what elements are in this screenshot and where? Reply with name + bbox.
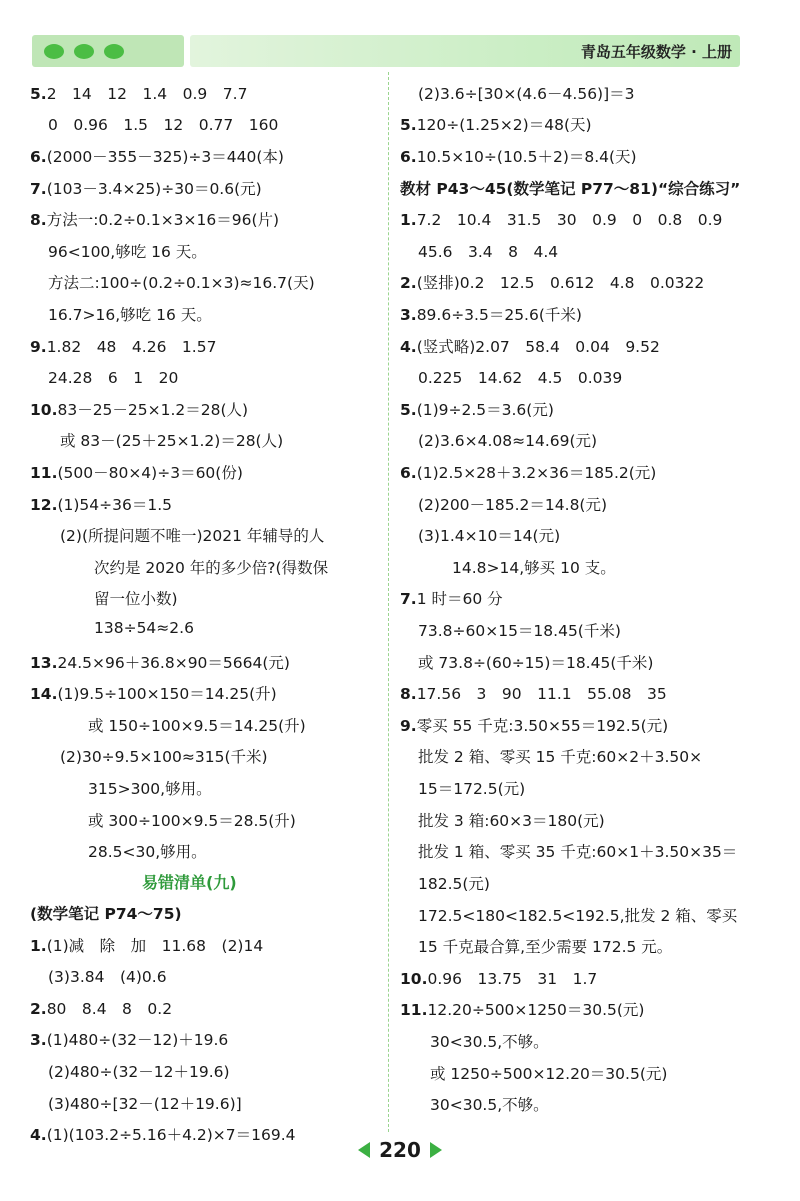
answer-line [48,366,178,388]
question-number: 10. [400,970,428,988]
answer-text: 14.8>14,够买 10 支。 [452,559,616,577]
question-number: 3. [30,1031,47,1049]
page-number: 220 [379,1138,421,1162]
answer-text: (3)480÷[32－(12＋19.6)] [48,1095,242,1113]
answer-line [88,809,296,831]
answer-line [400,113,592,135]
answer-line [94,587,178,609]
answer-line [430,1030,549,1052]
answer-text: (1)480÷(32－12)＋19.6 [46,1031,229,1049]
question-number: 4. [30,1126,47,1144]
question-number: 7. [30,180,47,198]
answer-line [418,872,490,894]
answer-text: 或 150÷100×9.5＝14.25(升) [88,717,306,735]
answer-line [418,745,702,767]
answer-text: 15＝172.5(元) [418,780,526,798]
answer-text: 89.6÷3.5＝25.6(千米) [416,306,582,324]
header-bar [190,35,740,67]
answer-text: 24.28 6 1 20 [48,369,179,387]
answer-line [60,524,324,546]
answer-text: 批发 2 箱、零买 15 千克:60×2＋3.50× [418,748,703,766]
answer-line [418,429,597,451]
answer-text: 批发 3 箱:60×3＝180(元) [418,812,605,830]
question-number: 11. [30,464,58,482]
question-number: 4. [400,338,417,356]
answer-text: (2)200－185.2＝14.8(元) [418,496,608,514]
answer-text: (2)3.6÷[30×(4.6－4.56)]＝3 [418,85,635,103]
answer-text: (1)(103.2÷5.16＋4.2)×7＝169.4 [46,1126,296,1144]
answer-text: 方法二:100÷(0.2÷0.1×3)≈16.7(天) [48,274,315,292]
answer-line [400,967,597,989]
answer-text: 留一位小数) [94,590,178,608]
answer-text: (2)(所提问题不唯一)2021 年辅导的人 [60,527,325,545]
answer-text: (竖排)0.2 12.5 0.612 4.8 0.0322 [416,274,705,292]
header-dots-box [32,35,184,67]
answer-text: 120÷(1.25×2)＝48(天) [416,116,592,134]
question-number: 2. [400,274,417,292]
answer-line [48,965,167,987]
answer-line [30,997,172,1019]
answer-text: 315>300,够用。 [88,780,212,798]
question-number: 10. [30,401,58,419]
question-number: 8. [400,685,417,703]
answer-text: 30<30.5,不够。 [430,1033,549,1051]
answer-line [400,177,740,199]
answer-line [94,619,194,637]
answer-line [400,587,503,609]
answer-text: 1 时＝60 分 [416,590,503,608]
answer-line [48,1092,242,1114]
answer-text: 或 73.8÷(60÷15)＝18.45(千米) [418,654,654,672]
answer-text: (2000－355－325)÷3＝440(本) [46,148,284,166]
answer-line [30,145,284,167]
arrow-left-icon [358,1142,370,1158]
answer-text: 80 8.4 8 0.2 [46,1000,173,1018]
answer-text: (数学笔记 P74～75) [30,905,182,923]
answer-text: 10.5×10÷(10.5＋2)＝8.4(天) [416,148,637,166]
answer-line [418,240,558,262]
header-dot-icon [104,44,124,59]
answer-line [400,998,644,1020]
answer-text: 7.2 10.4 31.5 30 0.9 0 0.8 0.9 [416,211,723,229]
answer-line [418,524,560,546]
answer-line [418,840,737,862]
answer-text: (2)480÷(32－12＋19.6) [48,1063,230,1081]
question-number: 6. [400,464,417,482]
column-divider [388,72,389,1132]
answer-line [30,177,262,199]
answer-text: 15 千克最合算,至少需要 172.5 元。 [418,938,673,956]
question-number: 12. [30,496,58,514]
question-number: 2. [30,1000,47,1018]
answer-text: 2 14 12 1.4 0.9 7.7 [46,85,248,103]
question-number: 14. [30,685,58,703]
page-header [0,0,800,75]
answer-line [400,682,667,704]
answer-line [418,493,607,515]
answer-text: 12.20÷500×1250＝30.5(元) [427,1001,645,1019]
answer-line [418,651,653,673]
answer-text: 方法一:0.2÷0.1×3×16＝96(片) [46,211,280,229]
answer-line [400,303,582,325]
answer-line [30,1028,228,1050]
answer-text: 96<100,够吃 16 天。 [48,243,207,261]
answer-line [60,745,268,767]
question-number: 7. [400,590,417,608]
answer-line [30,493,172,515]
answer-text: (1)2.5×28＋3.2×36＝185.2(元) [416,464,657,482]
answer-text: 172.5<180<182.5<192.5,批发 2 箱、零买 [418,907,738,925]
answer-line [88,777,212,799]
question-number: 5. [400,401,417,419]
answer-line [30,208,279,230]
answer-text: (2)3.6×4.08≈14.69(元) [418,432,598,450]
answer-text: (3)1.4×10＝14(元) [418,527,561,545]
answer-line [418,619,621,641]
question-number: 5. [400,116,417,134]
question-number: 11. [400,1001,428,1019]
answer-text: 批发 1 箱、零买 35 千克:60×1＋3.50×35＝ [418,843,738,861]
answer-line [400,145,637,167]
answer-text: 次约是 2020 年的多少倍?(得数保 [94,559,329,577]
answer-line [400,335,660,357]
answer-line [30,398,248,420]
answer-text: 83－25－25×1.2＝28(人) [57,401,249,419]
answer-text: 或 83－(25＋25×1.2)＝28(人) [60,432,284,450]
answer-line [48,1060,230,1082]
answer-line [88,714,306,736]
answer-text: 教材 P43～45(数学笔记 P77～81)“综合练习” [400,180,741,198]
question-number: 9. [400,717,417,735]
answer-text: 182.5(元) [418,875,490,893]
header-title: 青岛五年级数学 · 上册 [580,43,732,61]
answer-text: 30<30.5,不够。 [430,1096,549,1114]
answer-text: 17.56 3 90 11.1 55.08 35 [416,685,667,703]
answer-line [400,271,704,293]
answer-text: 零买 55 千克:3.50×55＝192.5(元) [416,717,669,735]
answer-text: (3)3.84 (4)0.6 [48,968,167,986]
answer-text: 73.8÷60×15＝18.45(千米) [418,622,621,640]
answer-line [418,366,622,388]
answer-line [30,82,247,104]
answer-line [30,651,290,673]
answer-line [30,1123,295,1145]
answer-line [48,271,315,293]
question-number: 5. [30,85,47,103]
section-title: 易错清单(九) [142,873,237,892]
answer-text: (1)54÷36＝1.5 [57,496,173,514]
answer-line [418,935,672,957]
answer-line [30,461,243,483]
answer-line [60,429,283,451]
answer-line [400,714,668,736]
answer-line [48,303,212,325]
answer-text: 16.7>16,够吃 16 天。 [48,306,212,324]
question-number: 13. [30,654,58,672]
answer-text: (1)减 除 加 11.68 (2)14 [46,937,264,955]
answer-line [430,1093,549,1115]
answer-line [400,398,554,420]
answer-text: (1)9.5÷100×150＝14.25(升) [57,685,277,703]
question-number: 1. [400,211,417,229]
answer-line [48,113,278,135]
answer-line [418,777,525,799]
answer-line [452,556,616,578]
answer-text: (500－80×4)÷3＝60(份) [57,464,243,482]
answer-line [418,809,605,831]
answer-line [94,556,328,578]
question-number: 9. [30,338,47,356]
answer-text: 0.96 13.75 31 1.7 [427,970,598,988]
header-dot-icon [44,44,64,59]
answer-text: 0 0.96 1.5 12 0.77 160 [48,116,279,134]
arrow-right-icon [430,1142,442,1158]
question-number: 6. [400,148,417,166]
answer-line [30,902,182,924]
answer-line [30,335,216,357]
answer-line [30,934,263,956]
answer-line [400,461,656,483]
page-footer [340,1138,460,1172]
answer-text: (竖式略)2.07 58.4 0.04 9.52 [416,338,660,356]
answer-text: (103－3.4×25)÷30＝0.6(元) [46,180,262,198]
question-number: 6. [30,148,47,166]
answer-line [400,208,722,230]
question-number: 1. [30,937,47,955]
answer-line [430,1062,667,1084]
answer-text: 45.6 3.4 8 4.4 [418,243,559,261]
answer-text: (2)30÷9.5×100≈315(千米) [60,748,268,766]
answer-line [48,240,207,262]
header-dot-icon [74,44,94,59]
answer-text: 138÷54≈2.6 [94,619,194,637]
answer-line [30,682,277,704]
answer-text: 或 1250÷500×12.20＝30.5(元) [430,1065,668,1083]
answer-text: 28.5<30,够用。 [88,843,207,861]
answer-line [418,82,635,104]
answer-line [88,840,207,862]
answer-text: 0.225 14.62 4.5 0.039 [418,369,623,387]
question-number: 3. [400,306,417,324]
answer-line [418,904,737,926]
answer-text: 1.82 48 4.26 1.57 [46,338,217,356]
answer-text: (1)9÷2.5＝3.6(元) [416,401,554,419]
answer-text: 或 300÷100×9.5＝28.5(升) [88,812,296,830]
answer-text: 24.5×96＋36.8×90＝5664(元) [57,654,290,672]
question-number: 8. [30,211,47,229]
